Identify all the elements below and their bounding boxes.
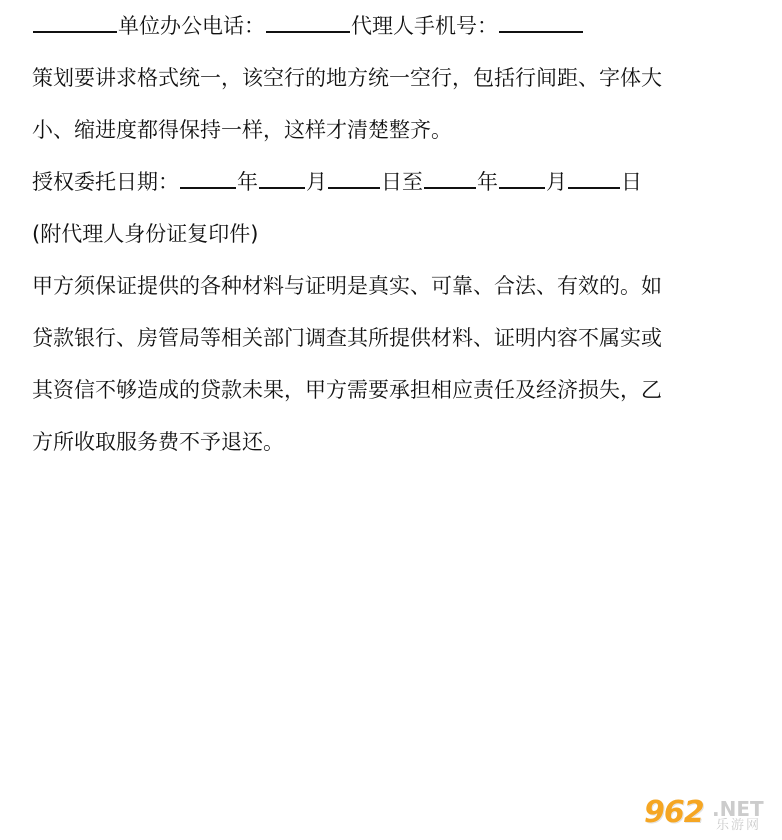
- day2-blank: [568, 171, 620, 189]
- document-body: [32, 0, 754, 468]
- day-to-label: 日至: [381, 170, 423, 194]
- watermark-cn-text: 乐游网: [716, 818, 762, 833]
- clause-line-b: 贷款银行、房管局等相关部门调查其所提供材料、证明内容不属实或: [32, 326, 662, 350]
- attachment-note: (附代理人身份证复印件): [32, 222, 259, 246]
- clause-line-a: 甲方须保证提供的各种材料与证明是真实、可靠、合法、有效的。如: [32, 274, 662, 298]
- format-note-line-b: 小、缩进度都得保持一样，这样才清楚整齐。: [32, 118, 452, 142]
- year-blank: [180, 171, 236, 189]
- phone-line: [32, 0, 754, 52]
- day2-label: 日: [621, 170, 642, 194]
- agent-mobile-blank: [499, 15, 583, 33]
- year2-blank: [424, 171, 476, 189]
- office-phone-blank: [266, 15, 350, 33]
- name-blank: [33, 15, 117, 33]
- year2-label: 年: [477, 170, 498, 194]
- site-watermark-logo: [644, 796, 776, 836]
- office-phone-label: 单位办公电话：: [118, 14, 265, 38]
- month2-label: 月: [546, 170, 567, 194]
- agent-mobile-label: 代理人手机号：: [351, 14, 498, 38]
- year-label: 年: [237, 170, 258, 194]
- watermark-suffix: .NET: [712, 797, 764, 821]
- day-blank: [328, 171, 380, 189]
- authorization-label: 授权委托日期：: [32, 170, 179, 194]
- authorization-date-line: [32, 156, 754, 208]
- clause-line-c: 其资信不够造成的贷款未果，甲方需要承担相应责任及经济损失，乙: [32, 378, 662, 402]
- month2-blank: [499, 171, 545, 189]
- month-blank: [259, 171, 305, 189]
- month-label: 月: [306, 170, 327, 194]
- watermark-number: 962: [644, 795, 704, 830]
- clause-line-d: 方所收取服务费不予退还。: [32, 430, 284, 454]
- format-note-line-a: 策划要讲求格式统一，该空行的地方统一空行，包括行间距、字体大: [32, 66, 662, 90]
